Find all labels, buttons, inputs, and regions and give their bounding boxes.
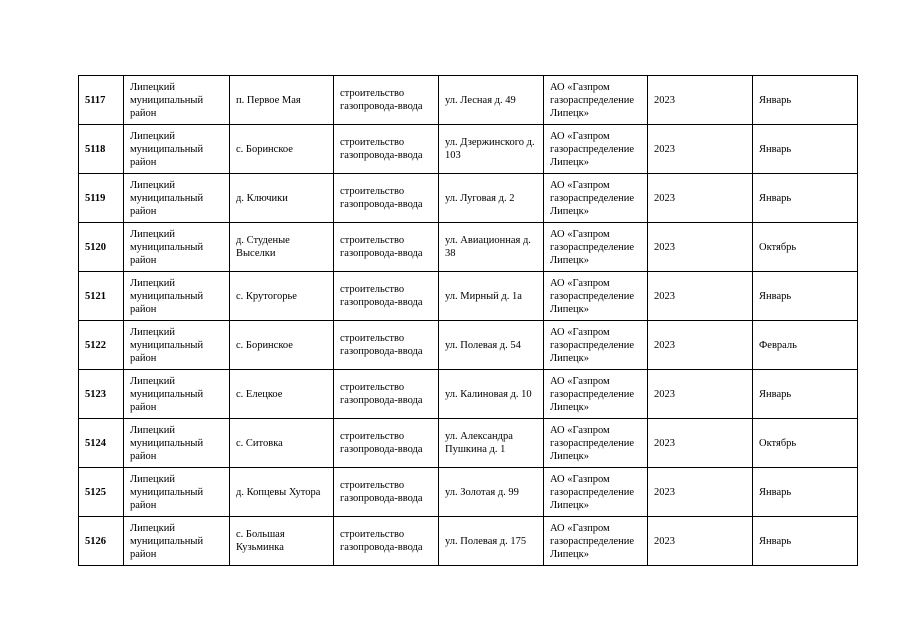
cell-work-type: строительство газопровода-ввода: [334, 76, 439, 125]
cell-settlement: с. Большая Кузьминка: [230, 517, 334, 566]
cell-work-type: строительство газопровода-ввода: [334, 223, 439, 272]
cell-number: 5119: [79, 174, 124, 223]
cell-work-type: строительство газопровода-ввода: [334, 468, 439, 517]
cell-year: 2023: [648, 76, 753, 125]
cell-work-type: строительство газопровода-ввода: [334, 517, 439, 566]
cell-work-type: строительство газопровода-ввода: [334, 419, 439, 468]
cell-work-type: строительство газопровода-ввода: [334, 174, 439, 223]
table-row: [79, 468, 858, 517]
cell-organization: АО «Газпром газораспределение Липецк»: [544, 174, 648, 223]
cell-year: 2023: [648, 370, 753, 419]
cell-settlement: д. Копцевы Хутора: [230, 468, 334, 517]
table-row: [79, 125, 858, 174]
cell-settlement: д. Ключики: [230, 174, 334, 223]
cell-settlement: с. Ситовка: [230, 419, 334, 468]
cell-organization: АО «Газпром газораспределение Липецк»: [544, 468, 648, 517]
cell-year: 2023: [648, 272, 753, 321]
table-row: [79, 419, 858, 468]
cell-month: Январь: [753, 370, 858, 419]
cell-district: Липецкий муниципальный район: [124, 517, 230, 566]
cell-district: Липецкий муниципальный район: [124, 419, 230, 468]
cell-number: 5123: [79, 370, 124, 419]
cell-year: 2023: [648, 517, 753, 566]
cell-address: ул. Полевая д. 54: [439, 321, 544, 370]
cell-number: 5122: [79, 321, 124, 370]
cell-district: Липецкий муниципальный район: [124, 174, 230, 223]
cell-year: 2023: [648, 125, 753, 174]
cell-work-type: строительство газопровода-ввода: [334, 321, 439, 370]
cell-organization: АО «Газпром газораспределение Липецк»: [544, 321, 648, 370]
cell-address: ул. Луговая д. 2: [439, 174, 544, 223]
table-row: [79, 174, 858, 223]
table-row: [79, 223, 858, 272]
cell-district: Липецкий муниципальный район: [124, 125, 230, 174]
cell-organization: АО «Газпром газораспределение Липецк»: [544, 419, 648, 468]
cell-number: 5124: [79, 419, 124, 468]
cell-year: 2023: [648, 468, 753, 517]
cell-organization: АО «Газпром газораспределение Липецк»: [544, 517, 648, 566]
cell-address: ул. Александра Пушкина д. 1: [439, 419, 544, 468]
cell-organization: АО «Газпром газораспределение Липецк»: [544, 223, 648, 272]
cell-work-type: строительство газопровода-ввода: [334, 272, 439, 321]
table-row: [79, 321, 858, 370]
table-row: [79, 76, 858, 125]
table-row: [79, 272, 858, 321]
cell-month: Январь: [753, 174, 858, 223]
cell-month: Январь: [753, 517, 858, 566]
cell-settlement: д. Студеные Выселки: [230, 223, 334, 272]
cell-district: Липецкий муниципальный район: [124, 321, 230, 370]
cell-number: 5117: [79, 76, 124, 125]
cell-number: 5125: [79, 468, 124, 517]
cell-month: Октябрь: [753, 223, 858, 272]
cell-district: Липецкий муниципальный район: [124, 272, 230, 321]
cell-number: 5126: [79, 517, 124, 566]
cell-organization: АО «Газпром газораспределение Липецк»: [544, 125, 648, 174]
cell-address: ул. Лесная д. 49: [439, 76, 544, 125]
gas-connection-table: [78, 75, 858, 566]
cell-district: Липецкий муниципальный район: [124, 370, 230, 419]
cell-organization: АО «Газпром газораспределение Липецк»: [544, 272, 648, 321]
cell-month: Октябрь: [753, 419, 858, 468]
cell-settlement: с. Елецкое: [230, 370, 334, 419]
cell-address: ул. Калиновая д. 10: [439, 370, 544, 419]
cell-month: Январь: [753, 272, 858, 321]
cell-organization: АО «Газпром газораспределение Липецк»: [544, 370, 648, 419]
cell-district: Липецкий муниципальный район: [124, 76, 230, 125]
cell-address: ул. Авиационная д. 38: [439, 223, 544, 272]
cell-year: 2023: [648, 174, 753, 223]
cell-work-type: строительство газопровода-ввода: [334, 125, 439, 174]
cell-work-type: строительство газопровода-ввода: [334, 370, 439, 419]
cell-month: Январь: [753, 468, 858, 517]
cell-number: 5118: [79, 125, 124, 174]
table-row: [79, 370, 858, 419]
cell-address: ул. Полевая д. 175: [439, 517, 544, 566]
cell-district: Липецкий муниципальный район: [124, 223, 230, 272]
cell-month: Январь: [753, 76, 858, 125]
cell-organization: АО «Газпром газораспределение Липецк»: [544, 76, 648, 125]
cell-year: 2023: [648, 223, 753, 272]
cell-settlement: с. Боринское: [230, 125, 334, 174]
cell-month: Февраль: [753, 321, 858, 370]
table-body: [79, 76, 858, 566]
cell-number: 5120: [79, 223, 124, 272]
cell-year: 2023: [648, 321, 753, 370]
cell-settlement: с. Крутогорье: [230, 272, 334, 321]
cell-number: 5121: [79, 272, 124, 321]
cell-address: ул. Золотая д. 99: [439, 468, 544, 517]
cell-address: ул. Мирный д. 1а: [439, 272, 544, 321]
cell-address: ул. Дзержинского д. 103: [439, 125, 544, 174]
table-row: [79, 517, 858, 566]
cell-month: Январь: [753, 125, 858, 174]
cell-year: 2023: [648, 419, 753, 468]
cell-settlement: п. Первое Мая: [230, 76, 334, 125]
cell-settlement: с. Боринское: [230, 321, 334, 370]
cell-district: Липецкий муниципальный район: [124, 468, 230, 517]
